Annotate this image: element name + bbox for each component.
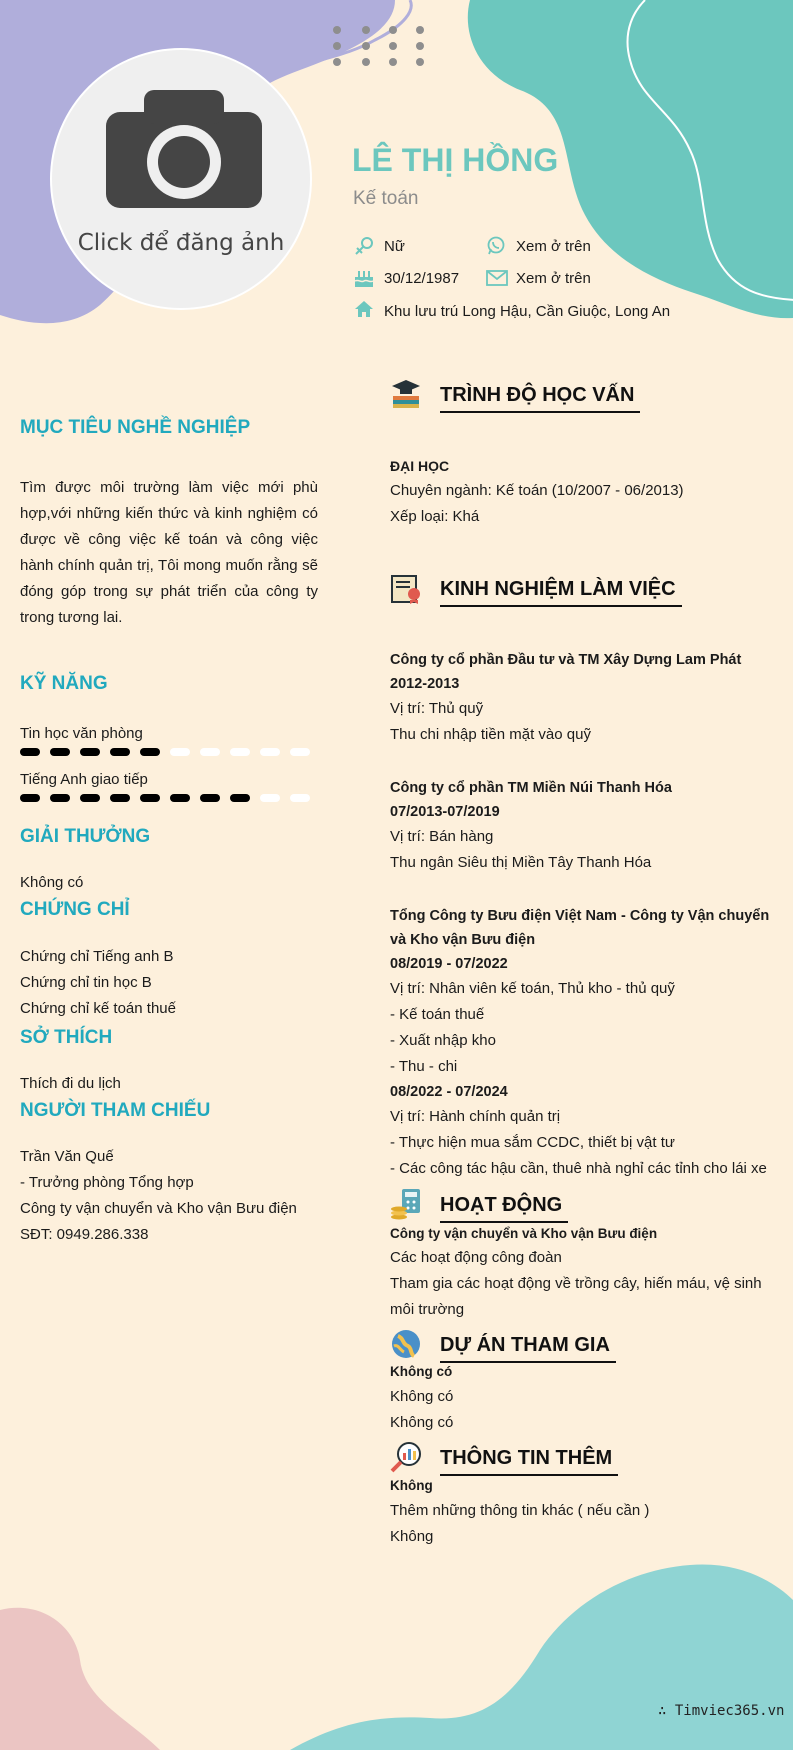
- dot-grid-decoration: [330, 24, 430, 70]
- project-title: Không có: [390, 1364, 453, 1379]
- activities-heading: HOẠT ĐỘNG: [440, 1194, 568, 1223]
- skill-segment-filled: [200, 794, 220, 802]
- company-period: 2012-2013: [390, 676, 460, 692]
- education-grade: Xếp loại: Khá: [390, 508, 480, 525]
- certificate-item: Chứng chỉ tin học B: [20, 974, 152, 991]
- objective-text: Tìm được môi trường làm việc mới phù hợp,với những kiến thức và kinh nghiệm có được về công việc kế toán và công việc hành chính quản trị, Tôi mong muốn rằng sẽ đóng góp trong sự phát triển của công ty trong tương lai.: [20, 479, 318, 626]
- certificate-item: Chứng chỉ kế toán thuế: [20, 1000, 176, 1017]
- award-item: Không có: [20, 874, 84, 891]
- hobbies-heading: SỞ THÍCH: [20, 1027, 113, 1048]
- skill-segment-filled: [170, 794, 190, 802]
- skill-segment-empty: [260, 794, 280, 802]
- extra-info-section-header: [390, 1441, 770, 1483]
- email-value: Xem ở trên: [516, 270, 591, 287]
- gender-icon: [354, 236, 374, 256]
- skill-name: Tin học văn phòng: [20, 725, 143, 742]
- skill-name: Tiếng Anh giao tiếp: [20, 771, 148, 788]
- extra-info-heading: THÔNG TIN THÊM: [440, 1447, 618, 1476]
- skill-segment-filled: [80, 794, 100, 802]
- skill-segment-filled: [110, 748, 130, 756]
- task-item: - Thu - chi: [390, 1058, 458, 1075]
- company-position: Vị trí: Thủ quỹ: [390, 700, 484, 717]
- upload-photo-label: Click để đăng ảnh: [77, 230, 285, 256]
- task-item: - Xuất nhập kho: [390, 1032, 496, 1049]
- phone-value: Xem ở trên: [516, 238, 591, 255]
- skill-segment-filled: [110, 794, 130, 802]
- company-position: Vị trí: Hành chính quản trị: [390, 1108, 561, 1125]
- avatar-upload[interactable]: [50, 48, 312, 310]
- activity-line: Các hoạt động công đoàn: [390, 1249, 562, 1266]
- education-section-header: [390, 378, 770, 420]
- activity-line: môi trường: [390, 1301, 465, 1318]
- skill-segment-empty: [170, 748, 190, 756]
- home-icon: [354, 300, 374, 318]
- job-title: Kế toán: [353, 188, 419, 209]
- birthday-value: 30/12/1987: [384, 270, 460, 287]
- company-period: 07/2013-07/2019: [390, 804, 500, 820]
- email-icon: [486, 269, 508, 287]
- phone-icon: [486, 236, 506, 256]
- skill-segment-filled: [20, 748, 40, 756]
- skill-segment-empty: [200, 748, 220, 756]
- objective-heading: MỤC TIÊU NGHỀ NGHIỆP: [20, 417, 251, 438]
- project-line: Không có: [390, 1414, 454, 1431]
- reference-line: SĐT: 0949.286.338: [20, 1226, 149, 1243]
- camera-icon: [106, 90, 262, 208]
- globe-icon: [390, 1328, 422, 1360]
- skill-segment-filled: [20, 794, 40, 802]
- skill-segment-filled: [50, 794, 70, 802]
- activity-line: Tham gia các hoạt động về trồng cây, hiến máu, vệ sinh: [390, 1275, 762, 1292]
- reference-line: Trần Văn Quế: [20, 1148, 114, 1165]
- company-period: 08/2022 - 07/2024: [390, 1084, 508, 1100]
- project-line: Không có: [390, 1388, 454, 1405]
- extra-info-line: Thêm những thông tin khác ( nếu cần ): [390, 1502, 650, 1519]
- task-item: - Các công tác hậu cần, thuê nhà nghỉ các tỉnh cho lái xe: [390, 1160, 767, 1177]
- graduation-cap-icon: [390, 378, 422, 410]
- skill-level-bar: [20, 793, 320, 803]
- extra-info-line: Không: [390, 1528, 434, 1545]
- skill-segment-empty: [230, 748, 250, 756]
- experience-section-header: [390, 572, 770, 614]
- education-heading: TRÌNH ĐỘ HỌC VẤN: [440, 384, 640, 413]
- skill-segment-empty: [260, 748, 280, 756]
- pink-blob: [0, 1608, 160, 1750]
- magnifier-chart-icon: [390, 1441, 422, 1473]
- calculator-coins-icon: [390, 1188, 422, 1220]
- full-name: LÊ THỊ HỒNG: [352, 142, 559, 178]
- task-item: - Kế toán thuế: [390, 1006, 485, 1023]
- company-position: Vị trí: Bán hàng: [390, 828, 494, 845]
- references-heading: NGƯỜI THAM CHIẾU: [20, 1100, 211, 1121]
- company-position: Vị trí: Nhân viên kế toán, Thủ kho - thủ quỹ: [390, 980, 675, 997]
- skills-heading: KỸ NĂNG: [20, 673, 108, 694]
- company-period: 08/2019 - 07/2022: [390, 956, 508, 972]
- certificate-icon: [390, 572, 422, 604]
- reference-line: - Trưởng phòng Tổng hợp: [20, 1174, 194, 1191]
- skill-segment-filled: [230, 794, 250, 802]
- company-description: Thu ngân Siêu thị Miền Tây Thanh Hóa: [390, 854, 652, 871]
- awards-heading: GIẢI THƯỞNG: [20, 826, 151, 847]
- experience-heading: KINH NGHIỆM LÀM VIỆC: [440, 578, 682, 607]
- skill-segment-filled: [50, 748, 70, 756]
- company-name: và Kho vận Bưu điện: [390, 932, 536, 948]
- certificate-item: Chứng chỉ Tiếng anh B: [20, 948, 174, 965]
- certificates-heading: CHỨNG CHỈ: [20, 899, 130, 920]
- skill-segment-filled: [140, 794, 160, 802]
- company-name: Tổng Công ty Bưu điện Việt Nam - Công ty Vận chuyển: [390, 908, 770, 924]
- footer-brand: ∴ Timviec365.vn: [658, 1703, 785, 1719]
- projects-heading: DỰ ÁN THAM GIA: [440, 1334, 616, 1363]
- company-description: Thu chi nhập tiền mặt vào quỹ: [390, 726, 591, 743]
- skill-segment-empty: [290, 748, 310, 756]
- company-name: Công ty cổ phần TM Miền Núi Thanh Hóa: [390, 780, 672, 796]
- address-value: Khu lưu trú Long Hậu, Cần Giuộc, Long An: [384, 303, 671, 320]
- task-item: - Thực hiện mua sắm CCDC, thiết bị vật tư: [390, 1134, 675, 1151]
- company-name: Công ty cổ phần Đầu tư và TM Xây Dựng Lam Phát: [390, 652, 742, 668]
- reference-line: Công ty vận chuyển và Kho vận Bưu điện: [20, 1200, 297, 1217]
- gender-value: Nữ: [384, 238, 405, 255]
- skill-segment-filled: [80, 748, 100, 756]
- skill-segment-filled: [140, 748, 160, 756]
- extra-info-title: Không: [390, 1478, 433, 1493]
- teal-bottom-blob: [290, 1565, 793, 1750]
- education-major: Chuyên ngành: Kế toán (10/2007 - 06/2013): [390, 482, 684, 499]
- hobby-item: Thích đi du lịch: [20, 1075, 121, 1092]
- birthday-cake-icon: [354, 268, 374, 288]
- education-level: ĐẠI HỌC: [390, 458, 450, 474]
- activity-organization: Công ty vận chuyển và Kho vận Bưu điện: [390, 1226, 658, 1241]
- skill-segment-empty: [290, 794, 310, 802]
- skill-level-bar: [20, 747, 320, 757]
